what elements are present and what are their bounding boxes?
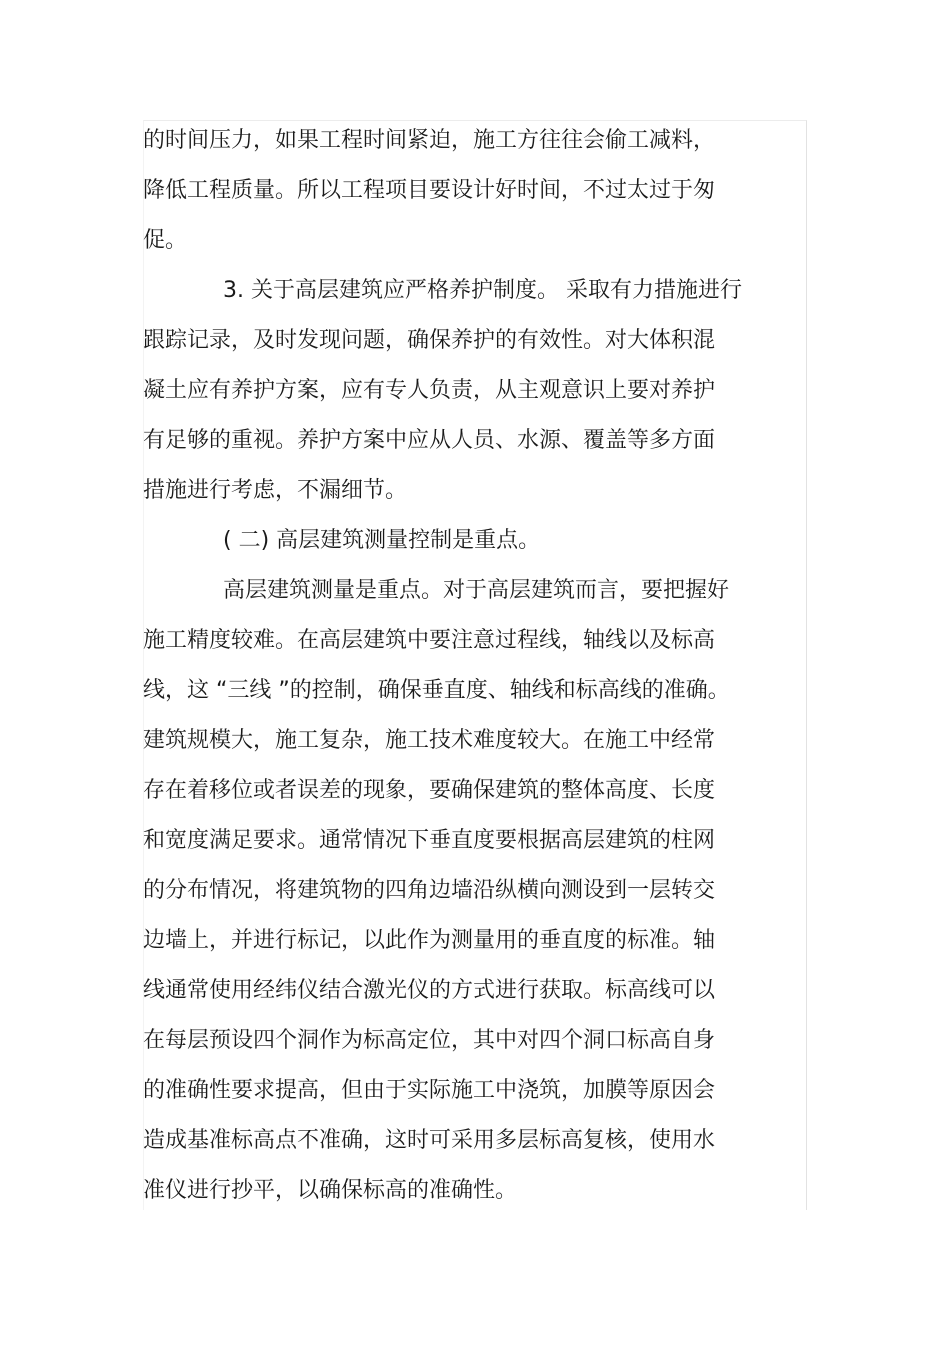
section-heading-3: 3. 关于高层建筑应严格养护制度。 采取有力措施进行 bbox=[223, 278, 742, 303]
text-line: 的准确性要求提高，但由于实际施工中浇筑，加膜等原因会 bbox=[143, 1078, 716, 1103]
text-line: 降低工程质量。所以工程项目要设计好时间，不过太过于匆 bbox=[143, 178, 716, 203]
text-line: 促。 bbox=[143, 228, 188, 253]
text-line: 有足够的重视。养护方案中应从人员、水源、覆盖等多方面 bbox=[143, 428, 716, 453]
text-line: 在每层预设四个洞作为标高定位，其中对四个洞口标高自身 bbox=[143, 1028, 716, 1053]
text-line: 凝土应有养护方案，应有专人负责，从主观意识上要对养护 bbox=[143, 378, 716, 403]
text-line: 线，这 “三线 ”的控制，确保垂直度、轴线和标高线的准确。 bbox=[143, 678, 730, 703]
text-line: 建筑规模大，施工复杂，施工技术难度较大。在施工中经常 bbox=[143, 728, 716, 753]
text-line: 施工精度较难。在高层建筑中要注意过程线，轴线以及标高 bbox=[143, 628, 716, 653]
text-line: 的时间压力，如果工程时间紧迫，施工方往往会偷工减料， bbox=[143, 128, 716, 153]
text-line: 的分布情况，将建筑物的四角边墙沿纵横向测设到一层转交 bbox=[143, 878, 716, 903]
section-heading-2: ( 二) 高层建筑测量控制是重点。 bbox=[223, 528, 541, 553]
text-line: 准仪进行抄平，以确保标高的准确性。 bbox=[143, 1178, 518, 1203]
text-line: 跟踪记录，及时发现问题，确保养护的有效性。对大体积混 bbox=[143, 328, 716, 353]
text-line: 存在着移位或者误差的现象，要确保建筑的整体高度、长度 bbox=[143, 778, 716, 803]
paragraph-start: 高层建筑测量是重点。对于高层建筑而言，要把握好 bbox=[223, 578, 730, 603]
text-line: 造成基准标高点不准确，这时可采用多层标高复核，使用水 bbox=[143, 1128, 716, 1153]
text-line: 边墙上，并进行标记，以此作为测量用的垂直度的标准。轴 bbox=[143, 928, 716, 953]
text-line: 措施进行考虑，不漏细节。 bbox=[143, 478, 408, 503]
document-body bbox=[143, 116, 788, 1216]
text-line: 线通常使用经纬仪结合激光仪的方式进行获取。标高线可以 bbox=[143, 978, 716, 1003]
text-line: 和宽度满足要求。通常情况下垂直度要根据高层建筑的柱网 bbox=[143, 828, 716, 853]
